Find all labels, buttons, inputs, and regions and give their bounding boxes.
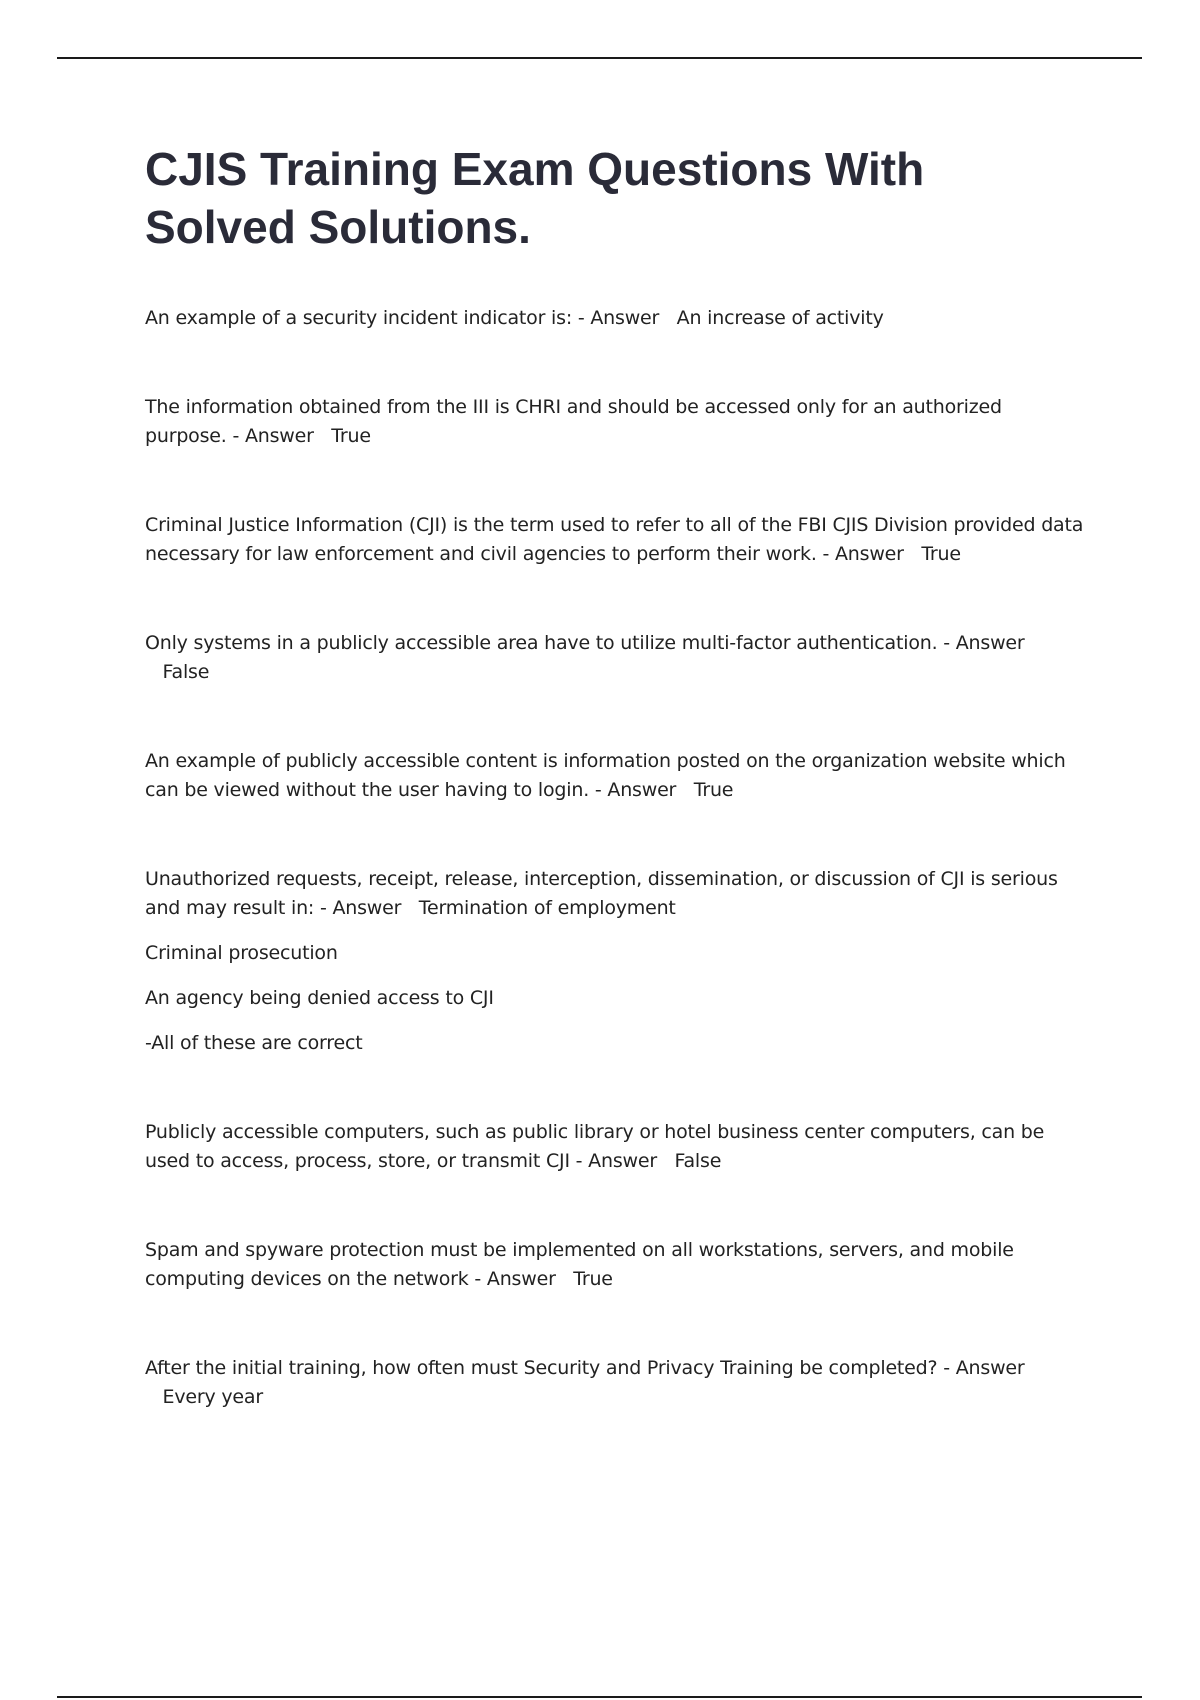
qa-text (145, 747, 1085, 805)
question-text: Spam and spyware protection must be implemented on all workstations, servers, and mobile computing devices on the network - Answer (145, 1239, 1014, 1290)
question-text: Criminal Justice Information (CJI) is the term used to refer to all of the FBI CJIS Division provided data necessary for law enforcement and civil agencies to perform their work. - Answer (145, 514, 1084, 565)
qa-text (145, 1354, 1085, 1412)
question-text: Unauthorized requests, receipt, release, interception, dissemination, or discussion of CJI is serious and may result in: - Answer (145, 868, 1058, 919)
answer-text: True (921, 543, 961, 565)
answer-extra-line: -All of these are correct (145, 1032, 363, 1054)
answer-text: True (331, 425, 371, 447)
answer-text: True (573, 1268, 613, 1290)
answer-text: Every year (162, 1386, 263, 1408)
question-text: Publicly accessible computers, such as public library or hotel business center computers, can be used to access, process, store, or transmit CJI - Answer (145, 1121, 1045, 1172)
document-title: CJIS Training Exam Questions With Solved Solutions. (145, 143, 925, 253)
question-text: After the initial training, how often must Security and Privacy Training be completed? - Answer (145, 1357, 1025, 1379)
top-rule (57, 57, 1142, 59)
answer-text: True (693, 779, 734, 801)
qa-text (145, 629, 1085, 687)
qa-item-8 (145, 1236, 1085, 1294)
question-text: An example of a security incident indicator is: - Answer (145, 307, 660, 329)
qa-item-9 (145, 1354, 1085, 1412)
answer-extra-line: Criminal prosecution (145, 942, 338, 964)
qa-item-5 (145, 747, 1085, 805)
question-text: The information obtained from the III is CHRI and should be accessed only for an authorized purpose. - Answer (145, 396, 1002, 447)
question-text: An example of publicly accessible content is information posted on the organization website which can be viewed without the user having to login. - Answer (145, 750, 1066, 801)
qa-item-6 (145, 865, 1085, 1058)
qa-text (145, 393, 1085, 451)
qa-text (145, 511, 1085, 569)
bottom-rule (57, 1696, 1142, 1698)
qa-item-3 (145, 511, 1085, 569)
answer-text: False (674, 1150, 722, 1172)
qa-item-1 (145, 304, 1085, 333)
answer-text: False (162, 661, 210, 683)
answer-text: An increase of activity (676, 307, 884, 329)
question-text: Only systems in a publicly accessible area have to utilize multi-factor authentication. - Answer (145, 632, 1025, 654)
qa-item-4 (145, 629, 1085, 687)
qa-text (145, 1118, 1085, 1176)
qa-text (145, 304, 1085, 333)
qa-text (145, 865, 1085, 923)
qa-text (145, 1236, 1085, 1294)
answer-text: Termination of employment (418, 897, 676, 919)
document-body (145, 140, 1085, 1472)
qa-item-2 (145, 393, 1085, 451)
qa-item-7 (145, 1118, 1085, 1176)
answer-extra-line: An agency being denied access to CJI (145, 987, 494, 1009)
